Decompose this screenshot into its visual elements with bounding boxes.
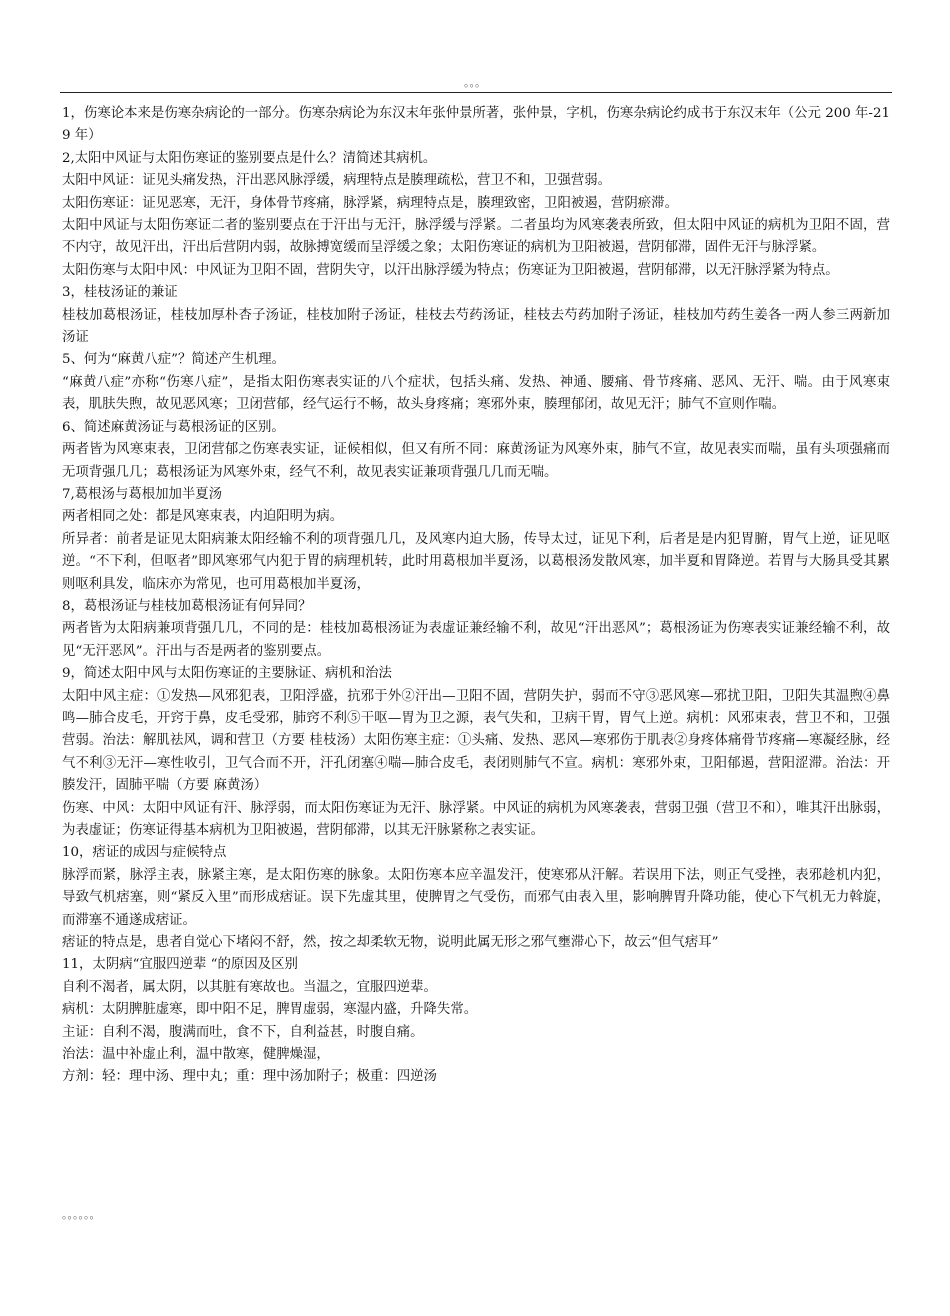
- header-rule: [60, 92, 892, 93]
- page-header: 。。。: [464, 76, 486, 89]
- paragraph: 病机：太阴脾脏虚寒，即中阳不足，脾胃虚弱，寒湿内盛，升降失常。: [62, 1002, 478, 1018]
- paragraph-1: 1，伤寒论本来是伤寒杂病论的一部分。伤寒杂病论为东汉末年张仲景所著，张仲景，字机，伤寒杂病论约成书于东汉末年（公元 200 年-219 年）: [62, 106, 890, 144]
- paragraph: 两者皆为太阳病兼项背强几几，不同的是：桂枝加葛根汤证为表虚证兼经输不利，故见“汗出恶风”；葛根汤证为伤寒表实证兼经输不利，故见“无汗恶风”。汗出与否是两者的鉴别要点。: [62, 621, 890, 659]
- paragraph: 伤寒、中风：太阳中风证有汗、脉浮弱，而太阳伤寒证为无汗、脉浮紧。中风证的病机为风寒袭表，营弱卫强（营卫不和），唯其汗出脉弱，为表虚证；伤寒证得基本病机为卫阳被遏，营阴郁滞，以其无汗脉紧称之表实证。: [62, 800, 890, 838]
- paragraph: 所异者：前者是证见太阳病兼太阳经输不利的项背强几几，及风寒内迫大肠，传导太过，证见下利，后者是是内犯胃腑，胃气上逆，证见呕逆。“不下利，但呕者”即风寒邪气内犯于胃的病理机转，此时用葛根加半夏汤，以葛根汤发散风寒，加半夏和胃降逆。若胃与大肠具受其累则呕利具发，临床亦为常见，也可用葛根加半夏汤，: [62, 531, 890, 592]
- paragraph: 自利不渴者，属太阴，以其脏有寒故也。当温之，宜服四逆辈。: [62, 979, 437, 995]
- paragraph: 太阳中风证：证见头痛发热，汗出恶风脉浮缓，病理特点是腠理疏松，营卫不和，卫强营弱。: [62, 173, 612, 189]
- paragraph: 太阳中风证与太阳伤寒证二者的鉴别要点在于汗出与无汗，脉浮缓与浮紧。二者虽均为风寒袭表所致，但太阳中风证的病机为卫阳不固，营不内守，故见汗出，汗出后营阴内弱，故脉搏宽缓而呈浮缓之象；太阳伤寒证的病机为卫阳被遏，营阴郁滞，固件无汗与脉浮紧。: [62, 218, 890, 256]
- page-footer: 。。。。。。: [62, 1208, 101, 1221]
- question-2: 2,太阳中风证与太阳伤寒证的鉴别要点是什么？清简述其病机。: [62, 150, 437, 166]
- paragraph: 方剂：轻：理中汤、理中丸；重：理中汤加附子；极重：四逆汤: [62, 1069, 437, 1085]
- paragraph: 脉浮而紧，脉浮主表，脉紧主寒，是太阳伤寒的脉象。太阳伤寒本应辛温发汗，使寒邪从汗解。若误用下法，则正气受挫，表邪趁机内犯，导致气机痞塞，则“紧反入里”而形成痞证。误下先虚其里，使脾胃之气受伤，而邪气由表入里，影响脾胃升降功能，使心下气机无力斡旋，而滞塞不通遂成痞证。: [62, 867, 890, 928]
- question-5: 5、何为“麻黄八症”？简述产生机理。: [62, 352, 286, 368]
- question-6: 6、简述麻黄汤证与葛根汤证的区别。: [62, 419, 285, 435]
- paragraph: 太阳伤寒与太阳中风：中风证为卫阳不固，营阴失守，以汗出脉浮缓为特点；伤寒证为卫阳被遏，营阴郁滞，以无汗脉浮紧为特点。: [62, 262, 839, 278]
- document-body: [62, 103, 890, 1089]
- paragraph: “麻黄八症”亦称“伤寒八症”，是指太阳伤寒表实证的八个症状，包括头痛、发热、神通、腰痛、骨节疼痛、恶风、无汗、喘。由于风寒束表，肌肤失煦，故见恶风寒；卫闭营郁，经气运行不畅，故头身疼痛；寒邪外束，腠理郁闭，故见无汗；肺气不宣则作喘。: [62, 374, 890, 413]
- question-3: 3，桂枝汤证的兼证: [62, 285, 178, 301]
- paragraph: 太阳中风主症：①发热—风邪犯表，卫阳浮盛，抗邪于外②汗出—卫阳不固，营阴失护，弱而不守③恶风寒—邪扰卫阳，卫阳失其温煦④鼻鸣—肺合皮毛，开窍于鼻，皮毛受邪，肺窍不利⑤干呕—胃为卫之源，表气失和，卫病干胃，胃气上逆。病机：风邪束表，营卫不和，卫强营弱。治法：解肌祛风，调和营卫（方要 桂枝汤）太阳伤寒主症：①头痛、发热、恶风—寒邪伤于肌表②身疼体痛骨节疼痛—寒凝经脉，经气不利③无汗—寒性收引，卫气合而不开，汗孔闭塞④喘—肺合皮毛，表闭则肺气不宣。病机：寒邪外束，卫阳郁遏，营阳涩滞。治法：开腠发汗，固肺平喘（方要 麻黄汤）: [62, 688, 890, 794]
- paragraph: 太阳伤寒证：证见恶寒，无汗，身体骨节疼痛，脉浮紧，病理特点是，腠理致密，卫阳被遏，营阴瘀滞。: [62, 195, 678, 211]
- paragraph: 两者相同之处：都是风寒束表，内迫阳明为病。: [62, 509, 344, 525]
- paragraph: 痞证的特点是，患者自觉心下堵闷不舒，然，按之却柔软无物，说明此属无形之邪气壅滞心下，故云“但气痞耳”: [62, 935, 719, 951]
- question-9: 9，简述太阳中风与太阳伤寒证的主要脉证、病机和治法: [62, 666, 392, 682]
- paragraph: 主证：自利不渴，腹满而吐，食不下，自利益甚，时腹自痛。: [62, 1024, 424, 1040]
- question-11: 11，太阴病“宜服四逆辈 “的原因及区别: [62, 957, 298, 973]
- question-10: 10，痞证的成因与症候特点: [62, 845, 227, 861]
- question-8: 8，葛根汤证与桂枝加葛根汤证有何异同？: [62, 598, 312, 614]
- paragraph: 两者皆为风寒束表，卫闭营郁之伤寒表实证，证候相似，但又有所不同：麻黄汤证为风寒外束，肺气不宣，故见表实而喘，虽有头项强痛而无项背强几几；葛根汤证为风寒外束，经气不利，故见表实证兼项背强几几而无喘。: [62, 442, 890, 480]
- paragraph: 治法：温中补虚止利，温中散寒，健脾燥湿，: [62, 1047, 330, 1063]
- paragraph: 桂枝加葛根汤证，桂枝加厚朴杏子汤证，桂枝加附子汤证，桂枝去芍药汤证，桂枝去芍药加附子汤证，桂枝加芍药生姜各一两人参三两新加汤证: [62, 307, 890, 346]
- question-7: 7,葛根汤与葛根加加半夏汤: [62, 486, 223, 502]
